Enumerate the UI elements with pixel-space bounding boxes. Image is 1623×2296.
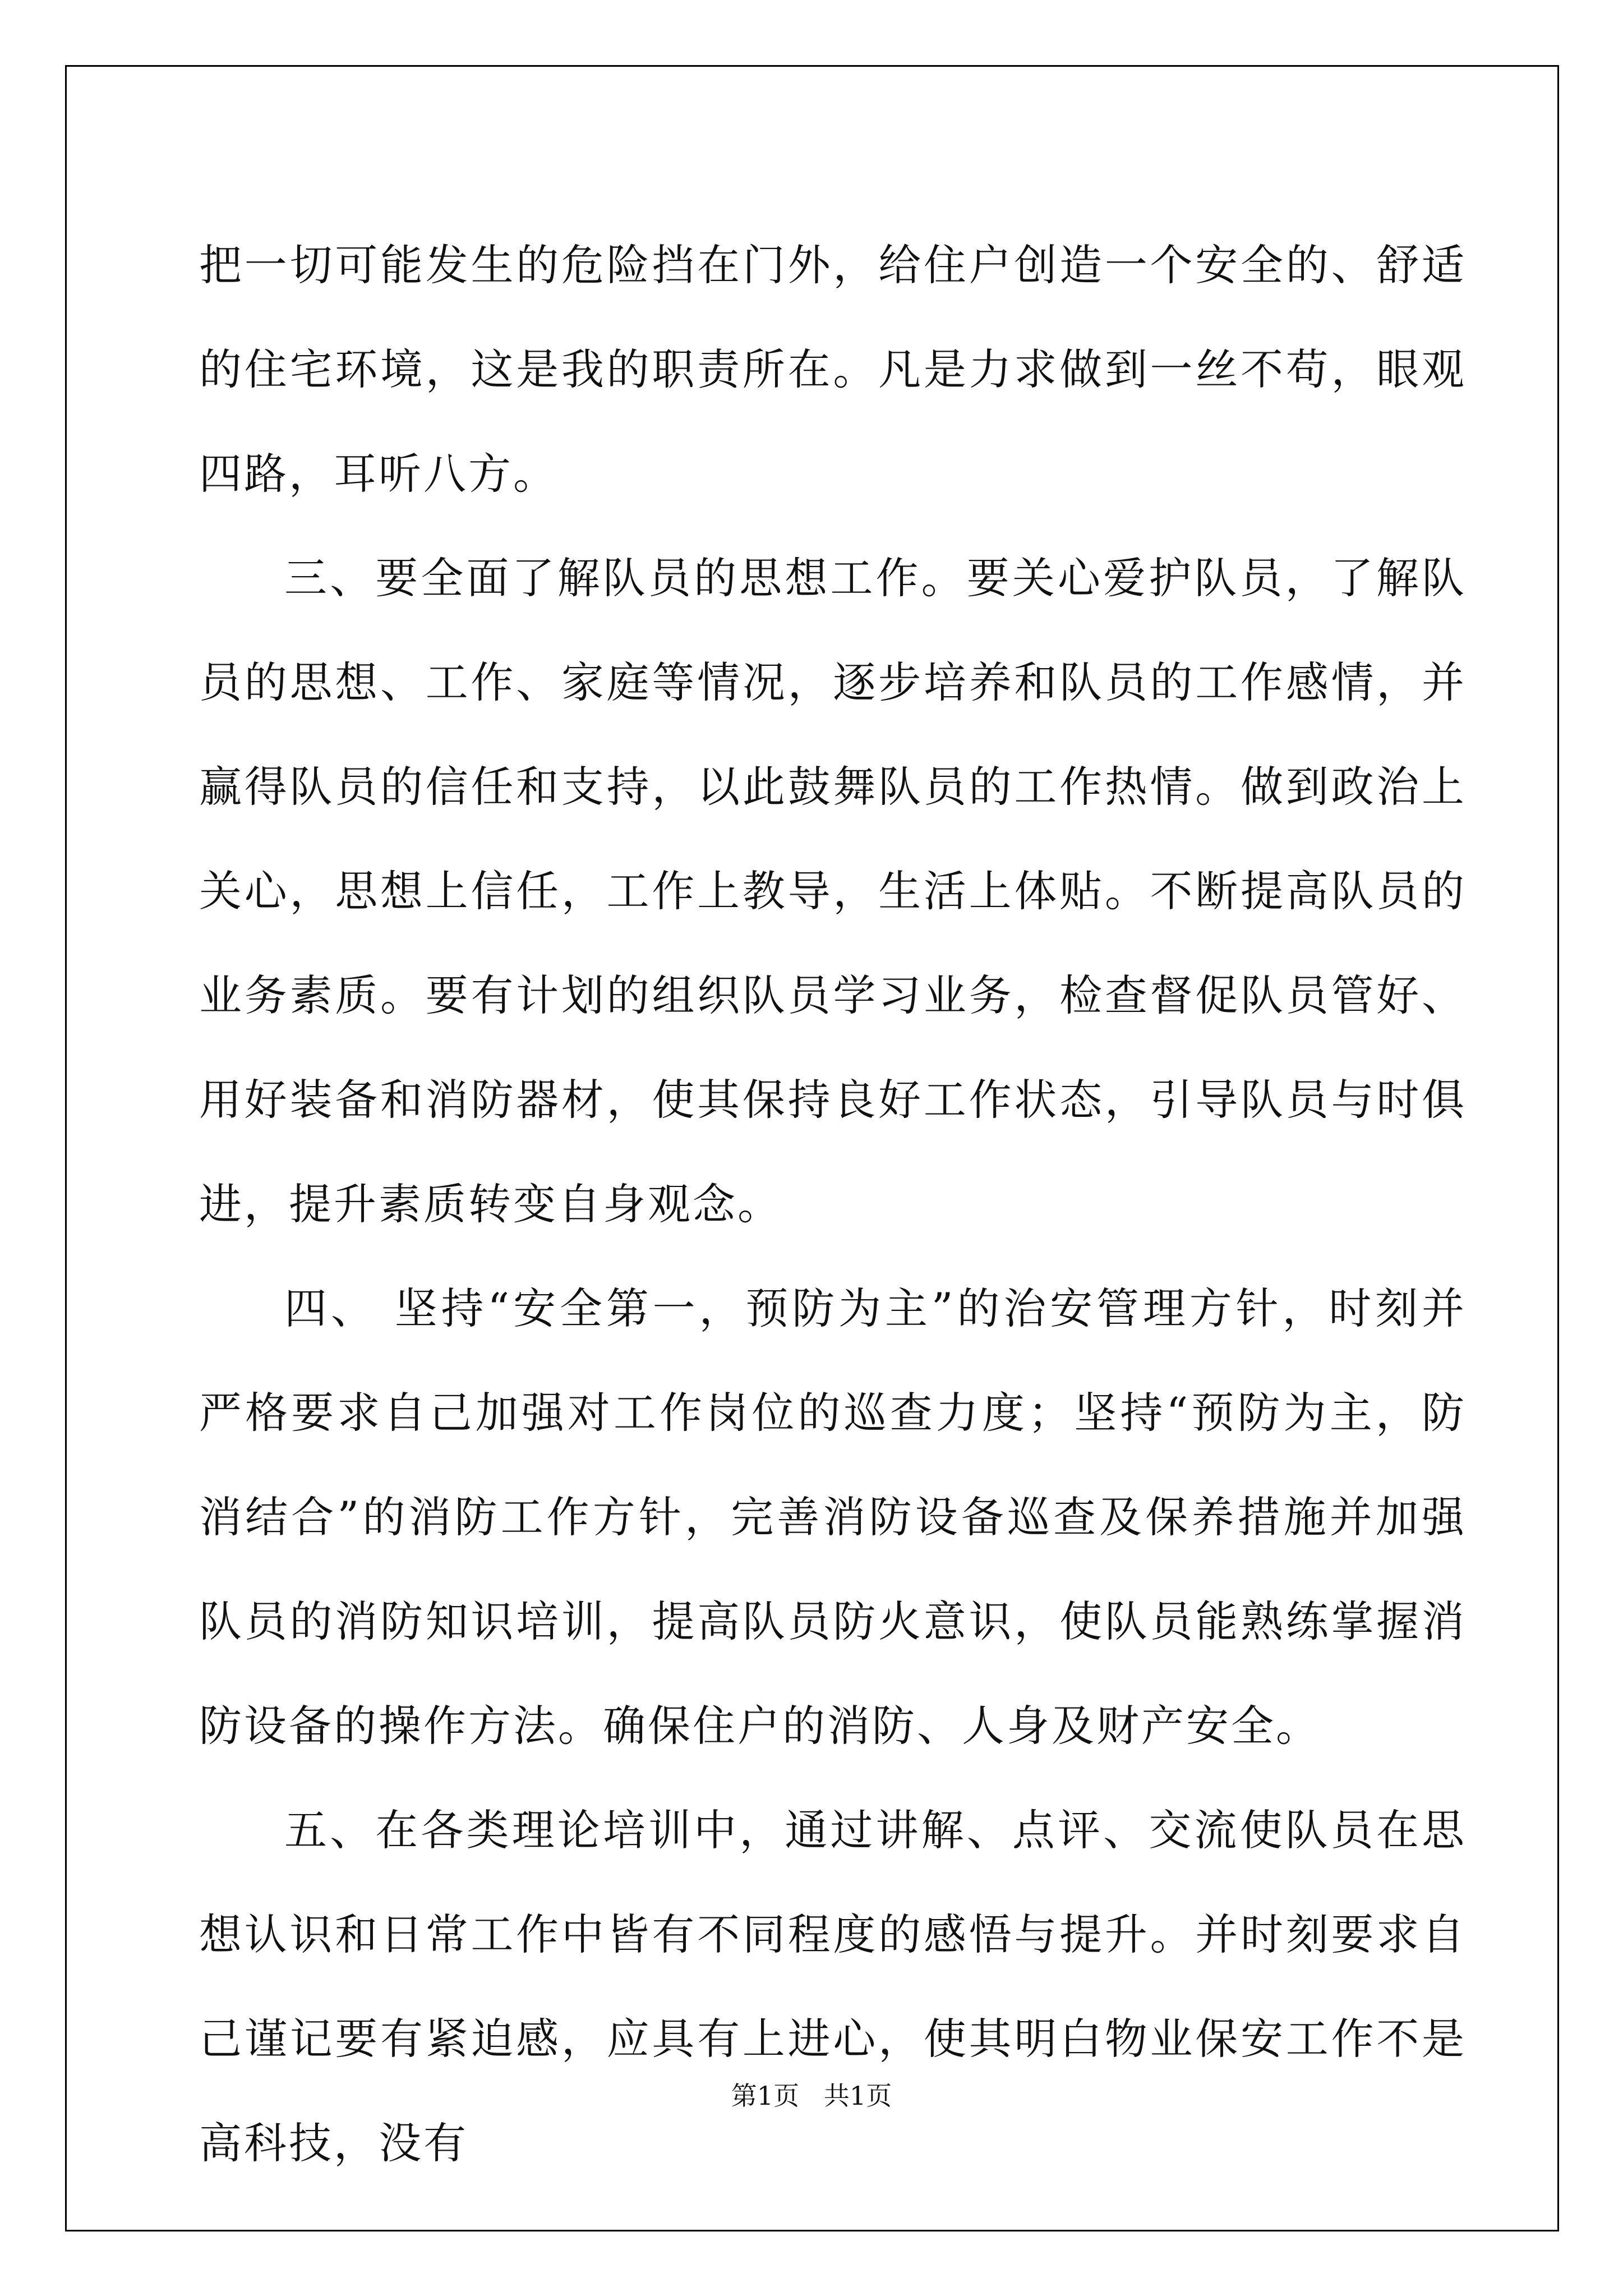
- page-footer: 第1页 共1页: [731, 2081, 892, 2111]
- paragraph-3: 四、 坚持“安全第一，预防为主”的治安管理方针，时刻并严格要求自己加强对工作岗位的巡查力度；坚持“预防为主，防消结合”的消防工作方针，完善消防设备巡查及保养措施并加强队员的消防知识培训，提高队员防火意识，使队员能熟练掌握消防设备的操作方法。确保住户的消防、人身及财产安全。: [199, 1283, 1467, 1751]
- paragraph-1: 把一切可能发生的危险挡在门外，给住户创造一个安全的、舒适的住宅环境，这是我的职责所在。凡是力求做到一丝不苟，眼观四路，耳听八方。: [199, 240, 1467, 499]
- document-body: [199, 213, 1467, 2196]
- paragraph-4: 五、在各类理论培训中，通过讲解、点评、交流使队员在思想认识和日常工作中皆有不同程度的感悟与提升。并时刻要求自己谨记要有紧迫感，应具有上进心，使其明白物业保安工作不是高科技，没有: [199, 1805, 1467, 2168]
- paragraph-2: 三、要全面了解队员的思想工作。要关心爱护队员，了解队员的思想、工作、家庭等情况，逐步培养和队员的工作感情，并赢得队员的信任和支持，以此鼓舞队员的工作热情。做到政治上关心，思想上信任，工作上教导，生活上体贴。不断提高队员的业务素质。要有计划的组织队员学习业务，检查督促队员管好、用好装备和消防器材，使其保持良好工作状态，引导队员与时俱进，提升素质转变自身观念。: [199, 553, 1467, 1229]
